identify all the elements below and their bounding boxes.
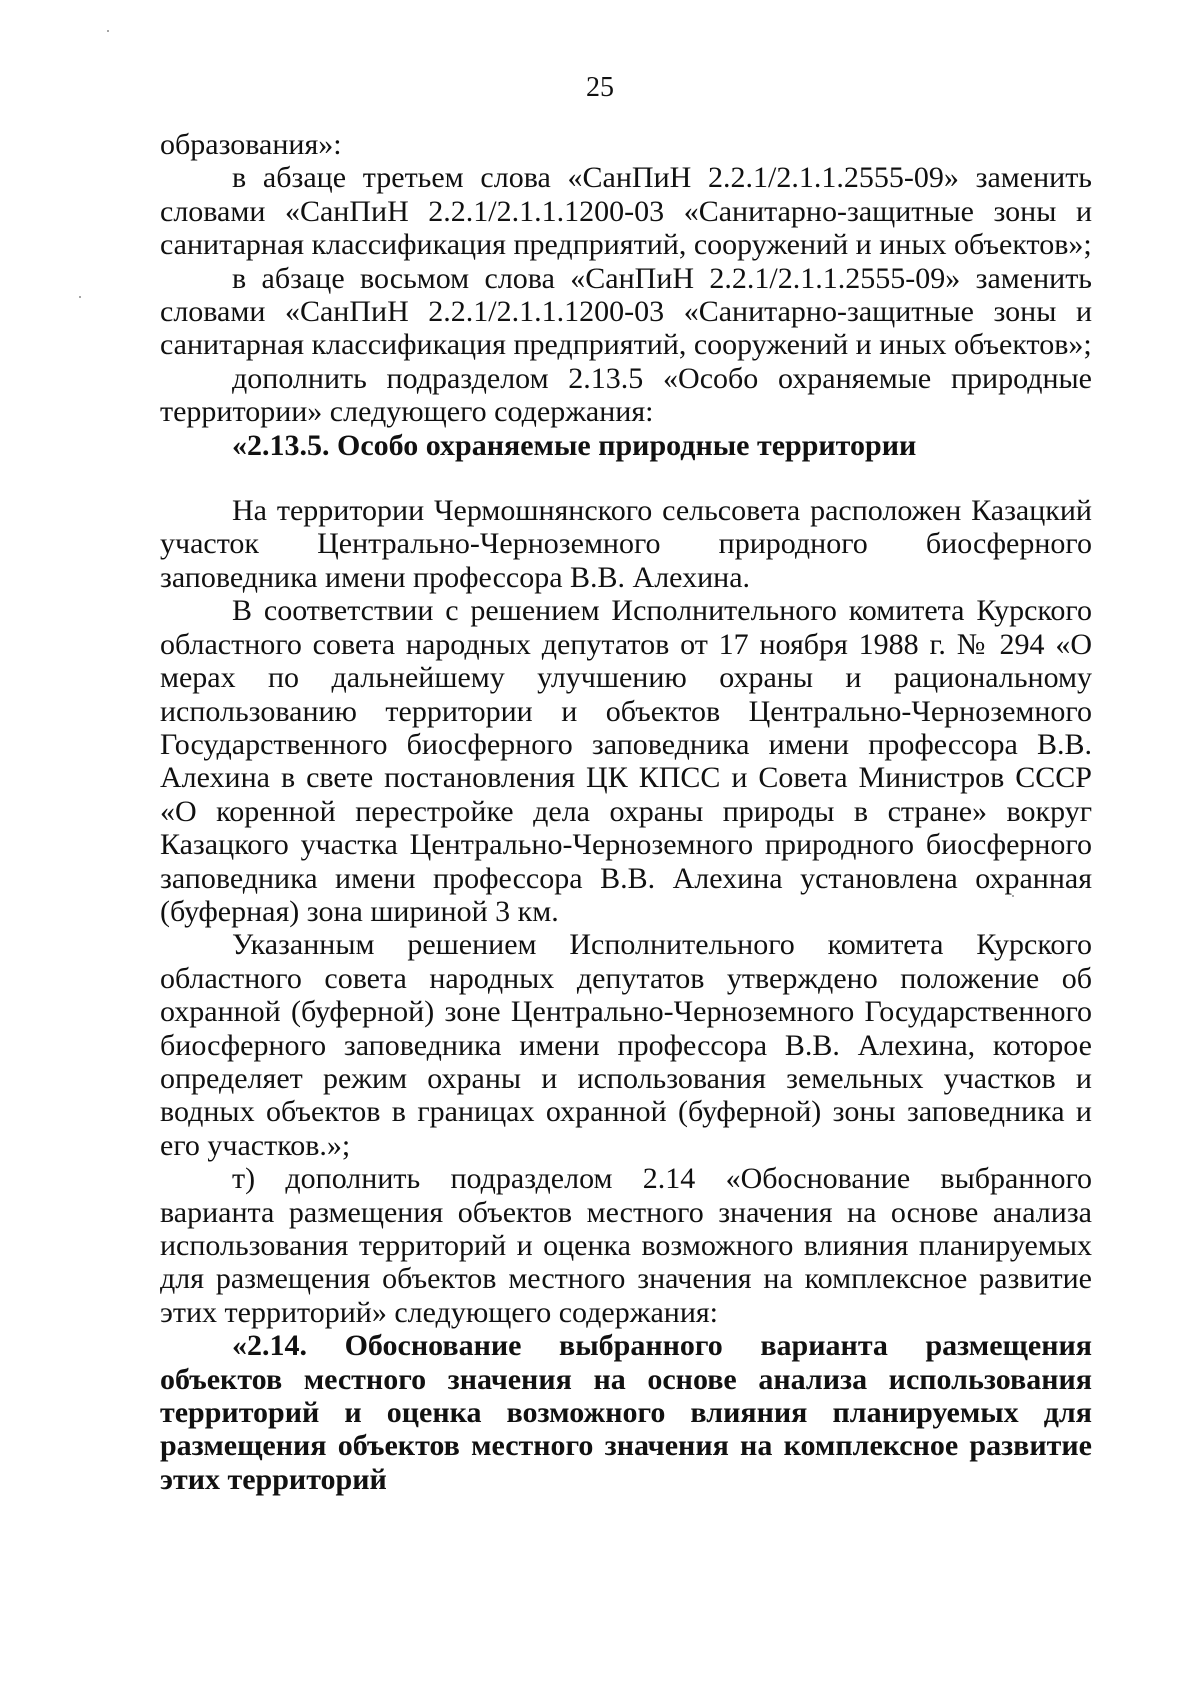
- page-number: 25: [586, 72, 614, 103]
- paragraph-reserve-location: На территории Чермошнянского сельсовета расположен Казацкий участок Центрально-Черноземного природного биосферного заповедника имени профессора В.В. Алехина.: [160, 494, 1092, 594]
- paragraph-buffer-zone-regulation: Указанным решением Исполнительного комитета Курского областного совета народных депутатов утверждено положение об охранной (буферной) зоне Центрально-Черноземного Государственного биосферного заповедника имени профессора В.В. Алехина, которое определяет режим охраны и использования земельных участков и водных объектов в границах охранной (буферной) зоны заповедника и его участков.»;: [160, 928, 1092, 1162]
- paragraph-amendment-third: в абзаце третьем слова «СанПиН 2.2.1/2.1.1.2555-09» заменить словами «СанПиН 2.2.1/2.1.1.1200-03 «Санитарно-защитные зоны и санитарная классификация предприятий, сооружений и иных объектов»;: [160, 161, 1092, 262]
- document-body: [160, 128, 1092, 1496]
- scan-speck: [79, 296, 81, 298]
- heading-2-13-5: «2.13.5. Особо охраняемые природные территории: [232, 428, 917, 462]
- paragraph-buffer-zone-decision: В соответствии с решением Исполнительного комитета Курского областного совета народных депутатов от 17 ноября 1988 г. № 294 «О мерах по дальнейшему улучшению охраны и рациональному использованию территории и объектов Центрально-Черноземного Государственного биосферного заповедника имени профессора В.В. Алехина в свете постановления ЦК КПСС и Совета Министров СССР «О коренной перестройке дела охраны природы в стране» вокруг Казацкого участка Центрально-Черноземного природного биосферного заповедника имени профессора В.В. Алехина установлена охранная (буферная) зона шириной 3 км.: [160, 594, 1092, 928]
- paragraph-add-subsection-2-14: т) дополнить подразделом 2.14 «Обоснование выбранного варианта размещения объектов местного значения на основе анализа использования территорий и оценка возможного влияния планируемых для размещения объектов местного значения на комплексное развитие этих территорий» следующего содержания:: [160, 1162, 1092, 1329]
- paragraph-continuation: образования»:: [160, 128, 342, 161]
- paragraph-amendment-eighth: в абзаце восьмом слова «СанПиН 2.2.1/2.1.1.2555-09» заменить словами «СанПиН 2.2.1/2.1.1.1200-03 «Санитарно-защитные зоны и санитарная классификация предприятий, сооружений и иных объектов»;: [160, 261, 1092, 362]
- heading-2-14: «2.14. Обоснование выбранного варианта размещения объектов местного значения на основе анализа использования территорий и оценка возможного влияния планируемых для размещения объектов местного значения на комплексное развитие этих территорий: [160, 1329, 1092, 1496]
- paragraph-add-subsection-2-13-5: дополнить подразделом 2.13.5 «Особо охраняемые природные территории» следующего содержания:: [160, 361, 1092, 429]
- scan-speck: [107, 30, 109, 32]
- scan-speck: [1012, 895, 1014, 897]
